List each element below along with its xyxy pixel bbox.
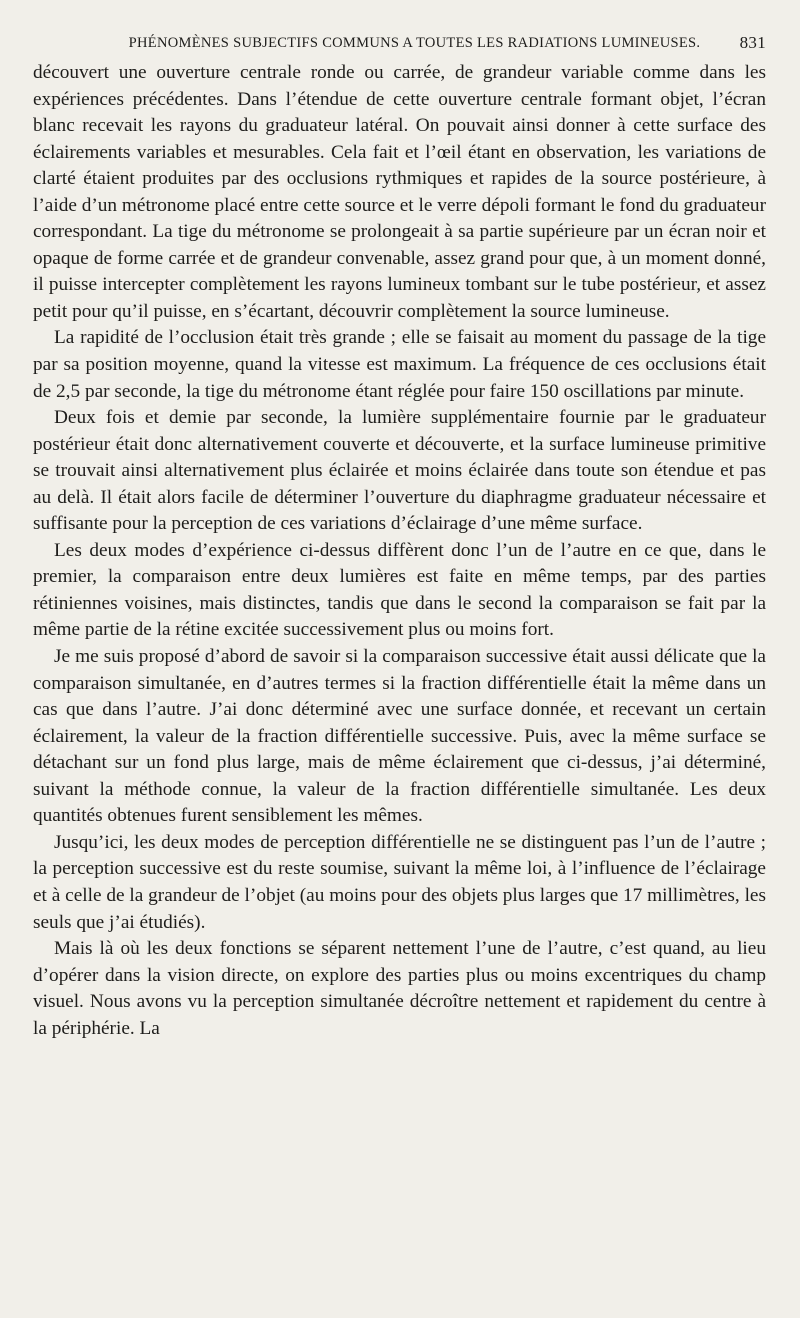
paragraph-5: Je me suis proposé d’abord de savoir si la comparaison successive était aussi délicate que la comparaison simultanée, en d’autres termes si la fraction différentielle était la même dans un cas que dans l’autre. J’ai donc déterminé avec une surface donnée, et recevant un certain éclairement, la valeur de la fraction différentielle successive. Puis, avec la même surface se détachant sur un fond plus large, mais de même éclairement que ci-dessus, j’ai déterminé, suivant la méthode connue, la valeur de la fraction différentielle simultanée. Les deux quantités obtenues furent sensiblement les mêmes.: [33, 646, 766, 827]
paragraph-2: La rapidité de l’occlusion était très grande ; elle se faisait au moment du passage de la tige par sa position moyenne, quand la vitesse est maximum. La fréquence de ces occlusions était de 2,5 par seconde, la tige du métronome étant réglée pour faire 150 oscillations par minute.: [33, 327, 766, 402]
paragraph-1: découvert une ouverture centrale ronde ou carrée, de grandeur variable comme dans les expériences précédentes. Dans l’étendue de cette ouverture centrale formant objet, l’écran blanc recevait les rayons du graduateur latéral. On pouvait ainsi donner à cette surface des éclairements variables et mesurables. Cela fait et l’œil étant en observation, les variations de clarté étaient produites par des occlusions rythmiques et rapides de la source postérieure, à l’aide d’un métronome placé entre cette source et le verre dépoli formant le fond du graduateur correspondant. La tige du métronome se prolongeait à sa partie supérieure par un écran noir et opaque de forme carrée et de grandeur convenable, assez grand pour que, à un moment donné, il puisse intercepter complètement les rayons lumineux tombant sur le tube postérieur, et assez petit pour qu’il puisse, en s’écartant, découvrir complètement la source lumineuse.: [33, 62, 766, 322]
page-header: [33, 30, 766, 56]
paragraph-4: Les deux modes d’expérience ci-dessus diffèrent donc l’un de l’autre en ce que, dans le premier, la comparaison entre deux lumières est faite en même temps, par des parties rétiniennes voisines, mais distinctes, tandis que dans le second la comparaison se fait par la même partie de la rétine excitée successivement plus ou moins fort.: [33, 539, 766, 641]
running-title: PHÉNOMÈNES SUBJECTIFS COMMUNS A TOUTES LES RADIATIONS LUMINEUSES.: [128, 35, 701, 51]
body-text: [33, 60, 766, 1042]
paragraph-3: Deux fois et demie par seconde, la lumière supplémentaire fournie par le graduateur postérieur était donc alternativement couverte et découverte, et la surface lumineuse primitive se trouvait ainsi alternativement plus éclairée et moins éclairée dans toute son étendue et pas au delà. Il était alors facile de déterminer l’ouverture du diaphragme graduateur nécessaire et suffisante pour la perception de ces variations d’éclairage d’une même surface.: [33, 407, 766, 535]
paragraph-6: Jusqu’ici, les deux modes de perception différentielle ne se distinguent pas l’un de l’autre ; la perception successive est du reste soumise, suivant la même loi, à l’influence de l’éclairage et à celle de la grandeur de l’objet (au moins pour des objets plus larges que 17 millimètres, les seuls que j’ai étudiés).: [33, 831, 766, 933]
page-number: 831: [739, 33, 766, 52]
paragraph-7: Mais là où les deux fonctions se séparent nettement l’une de l’autre, c’est quand, au lieu d’opérer dans la vision directe, on explore des parties plus ou moins excentriques du champ visuel. Nous avons vu la perception simultanée décroître nettement et rapidement du centre à la périphérie. La: [33, 938, 766, 1039]
